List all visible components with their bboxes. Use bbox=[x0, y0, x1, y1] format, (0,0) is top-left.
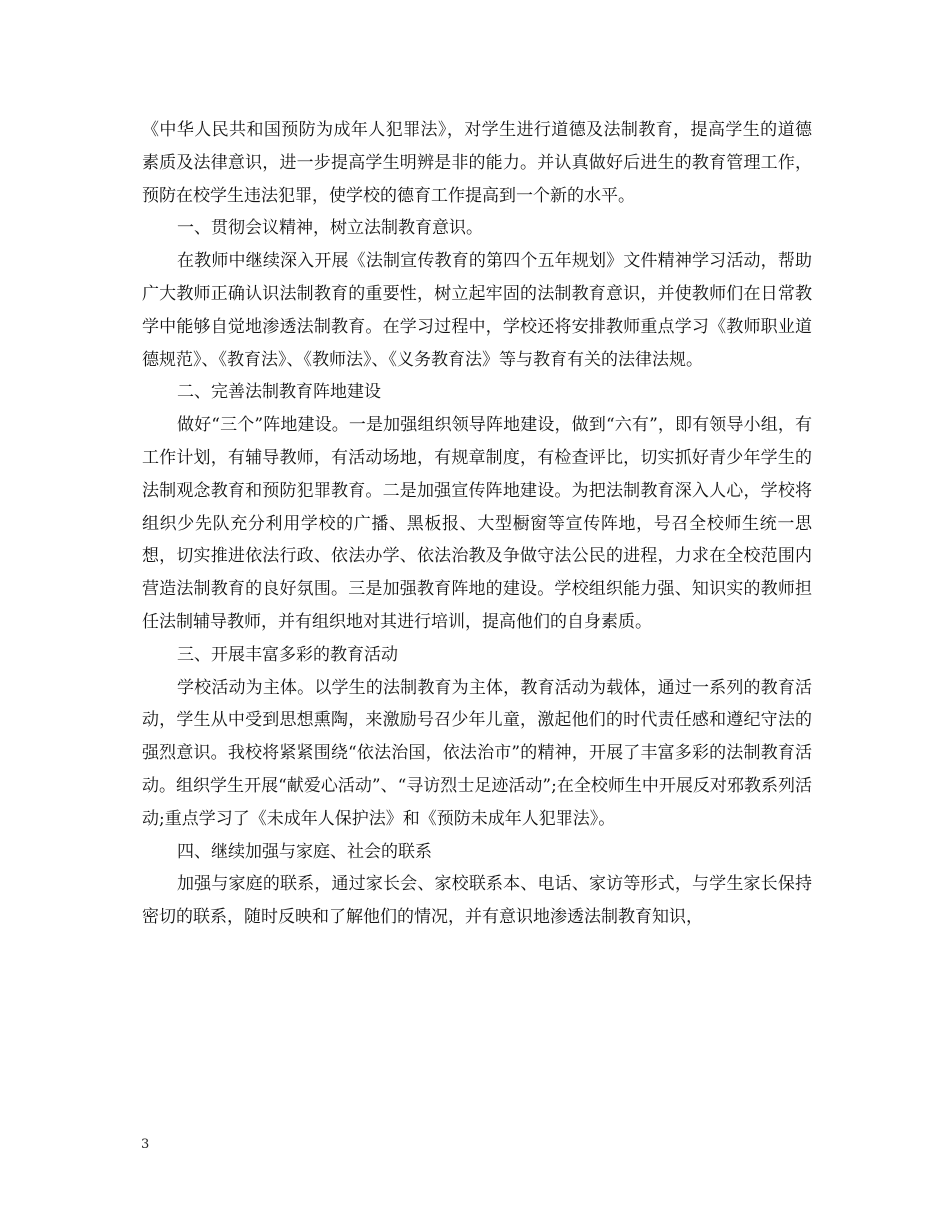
section-heading-2: 二、完善法制教育阵地建设 bbox=[177, 382, 381, 403]
paragraph-section-3: 学校活动为主体。以学生的法制教育为主体，教育活动为载体，通过一系列的教育活动，学生从中受到思想熏陶，来激励号召少年儿童，激起他们的时代责任感和遵纪守法的强烈意识。我校将紧紧围绕“依法治国，依法治市”的精神，开展了丰富多彩的法制教育活动。组织学生开展“献爱心活动”、“寻访烈士足迹活动”;在全校师生中开展反对邪教系列活动;重点学习了《未成年人保护法》和《预防未成年人犯罪法》。 bbox=[142, 677, 812, 829]
page-number: 3 bbox=[141, 1137, 150, 1152]
paragraph-continuation: 《中华人民共和国预防为成年人犯罪法》，对学生进行道德及法制教育，提高学生的道德素质及法律意识，进一步提高学生明辨是非的能力。并认真做好后进生的教育管理工作，预防在校学生违法犯罪，使学校的德育工作提高到一个新的水平。 bbox=[142, 120, 812, 206]
document-body bbox=[142, 114, 812, 934]
section-heading-1: 一、贯彻会议精神，树立法制教育意识。 bbox=[177, 218, 483, 239]
section-heading-3: 三、开展丰富多彩的教育活动 bbox=[177, 644, 398, 665]
paragraph-section-2: 做好“三个”阵地建设。一是加强组织领导阵地建设，做到“六有”，即有领导小组，有工作计划，有辅导教师，有活动场地，有规章制度，有检查评比，切实抓好青少年学生的法制观念教育和预防犯罪教育。二是加强宣传阵地建设。为把法制教育深入人心，学校将组织少先队充分利用学校的广播、黑板报、大型橱窗等宣传阵地，号召全校师生统一思想，切实推进依法行政、依法办学、依法治教及争做守法公民的进程，力求在全校范围内营造法制教育的良好氛围。三是加强教育阵地的建设。学校组织能力强、知识实的教师担任法制辅导教师，并有组织地对其进行培训，提高他们的自身素质。 bbox=[142, 415, 812, 632]
section-heading-4: 四、继续加强与家庭、社会的联系 bbox=[177, 841, 432, 862]
paragraph-section-4: 加强与家庭的联系，通过家长会、家校联系本、电话、家访等形式，与学生家长保持密切的联系，随时反映和了解他们的情况，并有意识地渗透法制教育知识， bbox=[142, 874, 812, 928]
paragraph-section-1: 在教师中继续深入开展《法制宣传教育的第四个五年规划》文件精神学习活动，帮助广大教师正确认识法制教育的重要性，树立起牢固的法制教育意识，并使教师们在日常教学中能够自觉地渗透法制教育。在学习过程中，学校还将安排教师重点学习《教师职业道德规范》、《教育法》、《教师法》、《义务教育法》等与教育有关的法律法规。 bbox=[142, 251, 812, 370]
